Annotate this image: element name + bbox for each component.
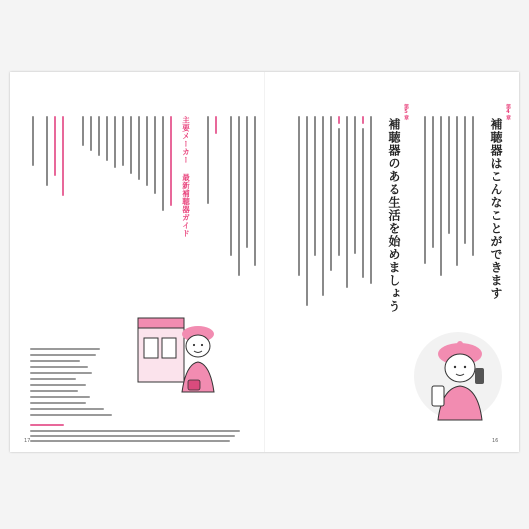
woman-phone-illustration	[412, 330, 504, 422]
chapter5-label: 第5章	[403, 104, 409, 120]
page-number-left: 17	[24, 438, 31, 444]
woman-shop-illustration	[132, 304, 224, 396]
chapter4-title: 補聴器はこんなことができます	[489, 118, 503, 300]
chapter5-title: 補聴器のある生活を始めましょう	[387, 118, 401, 313]
book-gutter	[264, 72, 265, 452]
chapter4-label: 第4章	[505, 104, 511, 120]
book-spread	[10, 72, 519, 452]
page-number-right: 16	[492, 438, 499, 444]
brand-guide-title: 主要メーカー 最新補聴器ガイド	[181, 116, 191, 238]
